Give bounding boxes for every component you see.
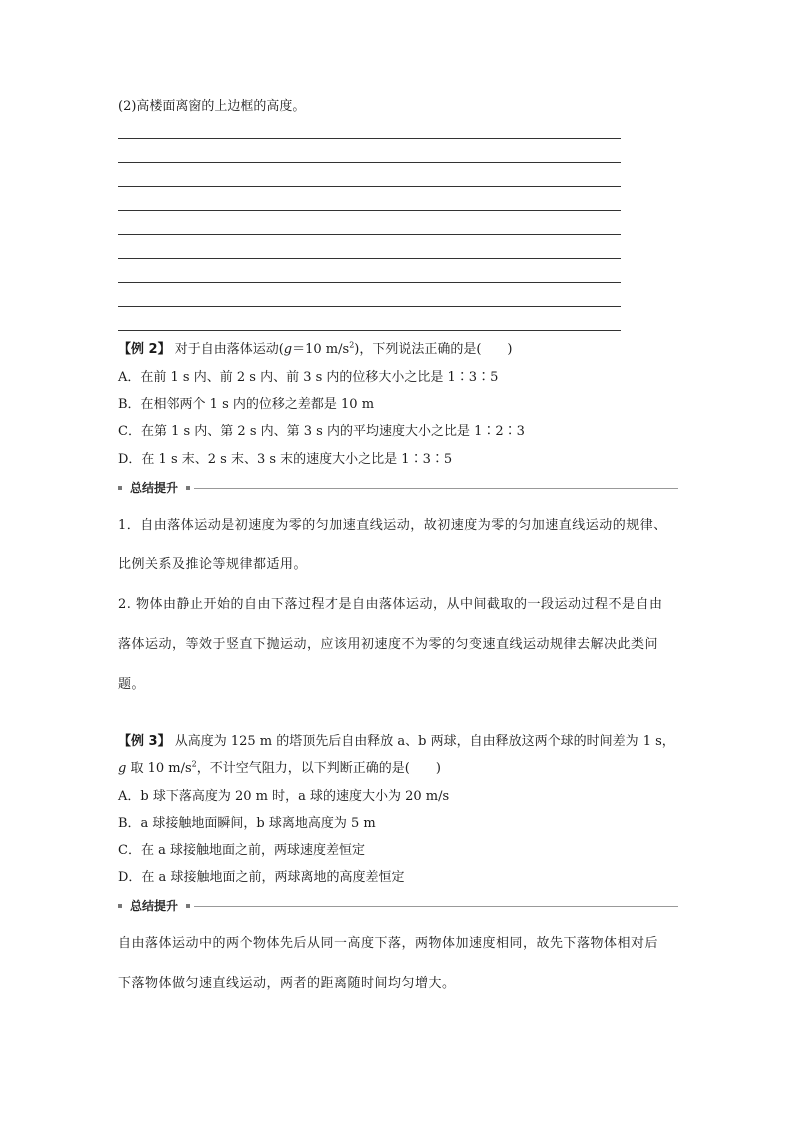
- example-3-option-c: C．在 a 球接触地面之前，两球速度差恒定: [118, 843, 365, 858]
- summary-square-icon: [186, 904, 190, 908]
- example-3-tag: 【例 3】: [118, 734, 171, 749]
- example-3-stem-line1: 【例 3】 从高度为 125 m 的塔顶先后自由释放 a、b 两球，自由释放这两个球的时间差为 1 s，: [118, 734, 675, 749]
- answer-line: [118, 306, 621, 307]
- answer-line: [118, 234, 621, 235]
- example-3-option-a: A．b 球下落高度为 20 m 时，a 球的速度大小为 20 m/s: [118, 789, 450, 804]
- example-2-stem: 【例 2】 对于自由落体运动(g＝10 $m/s^2$)，下列说法正确的是( ): [118, 340, 513, 357]
- summary-2-line2: 下落物体做匀速直线运动，两者的距离随时间均匀增大。: [118, 976, 456, 991]
- example-3-option-d: D．在 a 球接触地面之前，两球离地的高度差恒定: [118, 870, 405, 885]
- summary-square-icon: [118, 904, 122, 908]
- answer-line: [118, 210, 621, 211]
- summary-1-p1-line1: 1．自由落体运动是初速度为零的匀加速直线运动，故初速度为零的匀加速直线运动的规律、: [118, 518, 667, 533]
- example-2-option-a: A．在前 1 s 内、前 2 s 内、前 3 s 内的位移大小之比是 1∶3∶5: [118, 370, 499, 385]
- summary-1-p2-line1: 2. 物体由静止开始的自由下落过程才是自由落体运动，从中间截取的一段运动过程不是自由: [118, 597, 663, 612]
- answer-line: [118, 258, 621, 259]
- summary-title: 总结提升: [130, 481, 179, 495]
- answer-line: [118, 282, 621, 283]
- answer-line: [118, 186, 621, 187]
- answer-line: [118, 162, 621, 163]
- summary-divider: [194, 488, 678, 489]
- example-2-tag: 【例 2】: [118, 342, 171, 357]
- answer-line: [118, 330, 621, 331]
- example-2-option-b: B．在相邻两个 1 s 内的位移之差都是 10 m: [118, 397, 375, 412]
- summary-1-p2-line3: 题。: [118, 677, 146, 692]
- summary-square-icon: [118, 486, 122, 490]
- example-3-option-b: B．a 球接触地面瞬间，b 球离地高度为 5 m: [118, 816, 376, 831]
- summary-square-icon: [186, 486, 190, 490]
- answer-line: [118, 138, 621, 139]
- summary-header: [118, 899, 678, 913]
- summary-2-line1: 自由落体运动中的两个物体先后从同一高度下落，两物体加速度相同，故先下落物体相对后: [118, 936, 659, 951]
- summary-1-p1-line2: 比例关系及推论等规律都适用。: [118, 557, 308, 572]
- summary-1-p2-line2: 落体运动，等效于竖直下抛运动，应该用初速度不为零的匀变速直线运动规律去解决此类问: [118, 637, 659, 652]
- summary-title: 总结提升: [130, 899, 179, 913]
- question-2-heading: (2)高楼面离窗的上边框的高度。: [118, 99, 306, 114]
- example-3-stem-line2: g 取 10 $m/s^2$，不计空气阻力，以下判断正确的是( ): [118, 759, 441, 776]
- summary-header: [118, 481, 678, 495]
- summary-divider: [194, 906, 678, 907]
- example-2-option-c: C．在第 1 s 内、第 2 s 内、第 3 s 内的平均速度大小之比是 1∶2∶3: [118, 424, 525, 439]
- example-2-option-d: D．在 1 s 末、2 s 末、3 s 末的速度大小之比是 1∶3∶5: [118, 452, 453, 467]
